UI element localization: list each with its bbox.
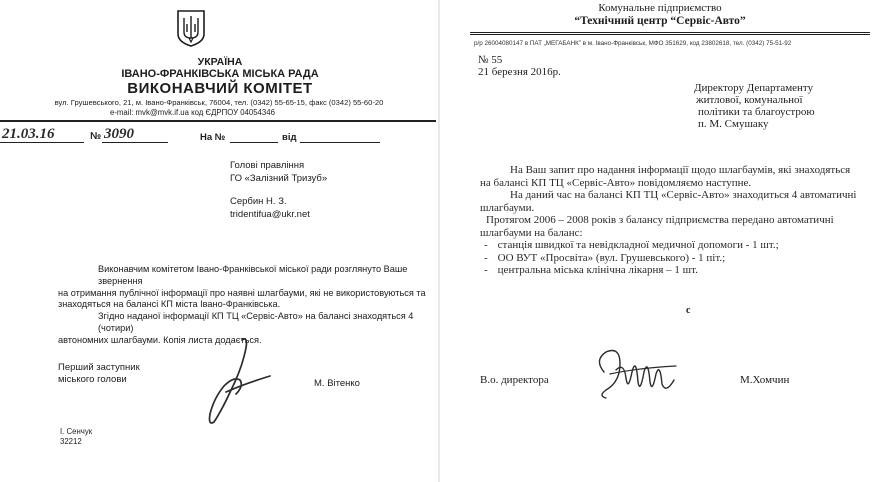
council-name: ІВАНО-ФРАНКІВСЬКА МІСЬКА РАДА: [121, 68, 319, 80]
handwritten-signature-icon: [586, 342, 686, 404]
recipient-email: tridentifua@ukr.net: [230, 209, 310, 220]
executor-phone: 32212: [60, 437, 82, 446]
letter-number: № 55: [478, 54, 503, 66]
letter-body: [480, 164, 856, 239]
list-bullet: -: [484, 251, 488, 264]
list-item: - ОО ВУТ «Просвіта» (вул. Грушевського) - 1 піт.;: [484, 251, 726, 264]
stray-mark: с: [686, 305, 691, 316]
trident-emblem-icon: [176, 8, 206, 48]
handwritten-signature-icon: [196, 334, 276, 426]
body-line: шлагбауми на баланс:: [480, 226, 583, 239]
country-name: УКРАЇНА: [197, 56, 243, 68]
signatory-title-line1: Перший заступник: [58, 362, 140, 373]
left-letter: [0, 0, 438, 482]
body-line: на отримання публічної інформації про наявні шлагбауми, які не використовуються та: [58, 287, 426, 298]
body-line: на балансі КП ТЦ «Сервіс-Авто» повідомляємо наступне.: [480, 176, 752, 189]
addressee-line: Директору Департаменту: [694, 82, 814, 94]
addressee-line: політики та благоустрою: [698, 106, 815, 118]
header-rule: [0, 120, 436, 122]
address-line: вул. Грушевського, 21, м. Івано-Франківськ, 76004, тел. (0342) 55-65-15, факс (0342) 55-60-20: [54, 98, 384, 107]
reply-number-underline: [230, 142, 278, 143]
reply-from-label: від: [282, 132, 297, 143]
date-underline: [0, 142, 84, 143]
signatory-name: М. Вітенко: [314, 378, 360, 389]
committee-name: ВИКОНАВЧИЙ КОМІТЕТ: [127, 80, 313, 97]
signatory-title-line2: міського голови: [58, 374, 127, 385]
org-type: Комунальне підприємство: [598, 2, 722, 14]
addressee-line: житлової, комунальної: [696, 94, 803, 106]
list-bullet: -: [484, 264, 488, 276]
body-line: автономних шлагбауми. Копія листа додається.: [58, 334, 262, 345]
recipient-name: Сербин Н. З.: [230, 196, 287, 207]
body-line: шлагбауми.: [480, 201, 535, 214]
list-bullet: -: [484, 239, 488, 251]
body-line: На Ваш запит про надання інформації щодо шлагбаумів, які знаходяться: [510, 164, 851, 176]
signatory-name: М.Хомчин: [740, 374, 790, 386]
header-rule-top: [470, 32, 870, 33]
transfer-list: [484, 239, 779, 277]
right-letter: [440, 0, 882, 482]
org-name: “Технічний центр “Сервіс-Авто”: [574, 15, 746, 27]
header-rule-bottom: [470, 34, 870, 35]
signatory-title: В.о. директора: [480, 374, 549, 386]
bank-details: р/р 26004080147 в ПАТ „МЕГАБАНК” в м. Івано-Франківськ, МФО 351629, код 23802618, тел. (0342) 75-51-92: [474, 40, 792, 47]
addressee-line: п. М. Смушаку: [698, 118, 769, 130]
list-item: - центральна міська клінічна лікарня – 1 шт.: [484, 264, 698, 276]
reply-to-label: На №: [200, 132, 226, 143]
recipient-position: Голові правління: [230, 160, 305, 171]
letter-date: 21 березня 2016р.: [478, 66, 561, 78]
outgoing-number-label: №: [90, 131, 102, 142]
body-line: Виконавчим комітетом Івано-Франківської міської ради розглянуто Ваше звернення: [98, 264, 408, 286]
recipient-organization: ГО «Залізний Тризуб»: [230, 173, 328, 184]
executor-name: І. Сенчук: [60, 427, 93, 436]
body-line: Протягом 2006 – 2008 років з балансу підприємства передано автоматичні: [486, 214, 834, 226]
body-line: знаходяться на балансі КП міста Івано-Франківська.: [58, 299, 281, 310]
number-underline: [102, 142, 168, 143]
contact-line: e-mail: mvk@mvk.if.ua код ЄДРПОУ 04054346: [110, 108, 275, 117]
body-line: Згідно наданої інформації КП ТЦ «Сервіс-Авто» на балансі знаходяться 4 (чотири): [98, 311, 414, 333]
list-item: - станція швидкої та невідкладної медичної допомоги - 1 шт.;: [484, 239, 779, 251]
outgoing-number: 3090: [104, 126, 134, 142]
body-line: На даний час на балансі КП ТЦ «Сервіс-Авто» знаходиться 4 автоматичні: [510, 189, 857, 201]
outgoing-date: 21.03.16: [2, 126, 55, 142]
reply-date-underline: [300, 142, 380, 143]
